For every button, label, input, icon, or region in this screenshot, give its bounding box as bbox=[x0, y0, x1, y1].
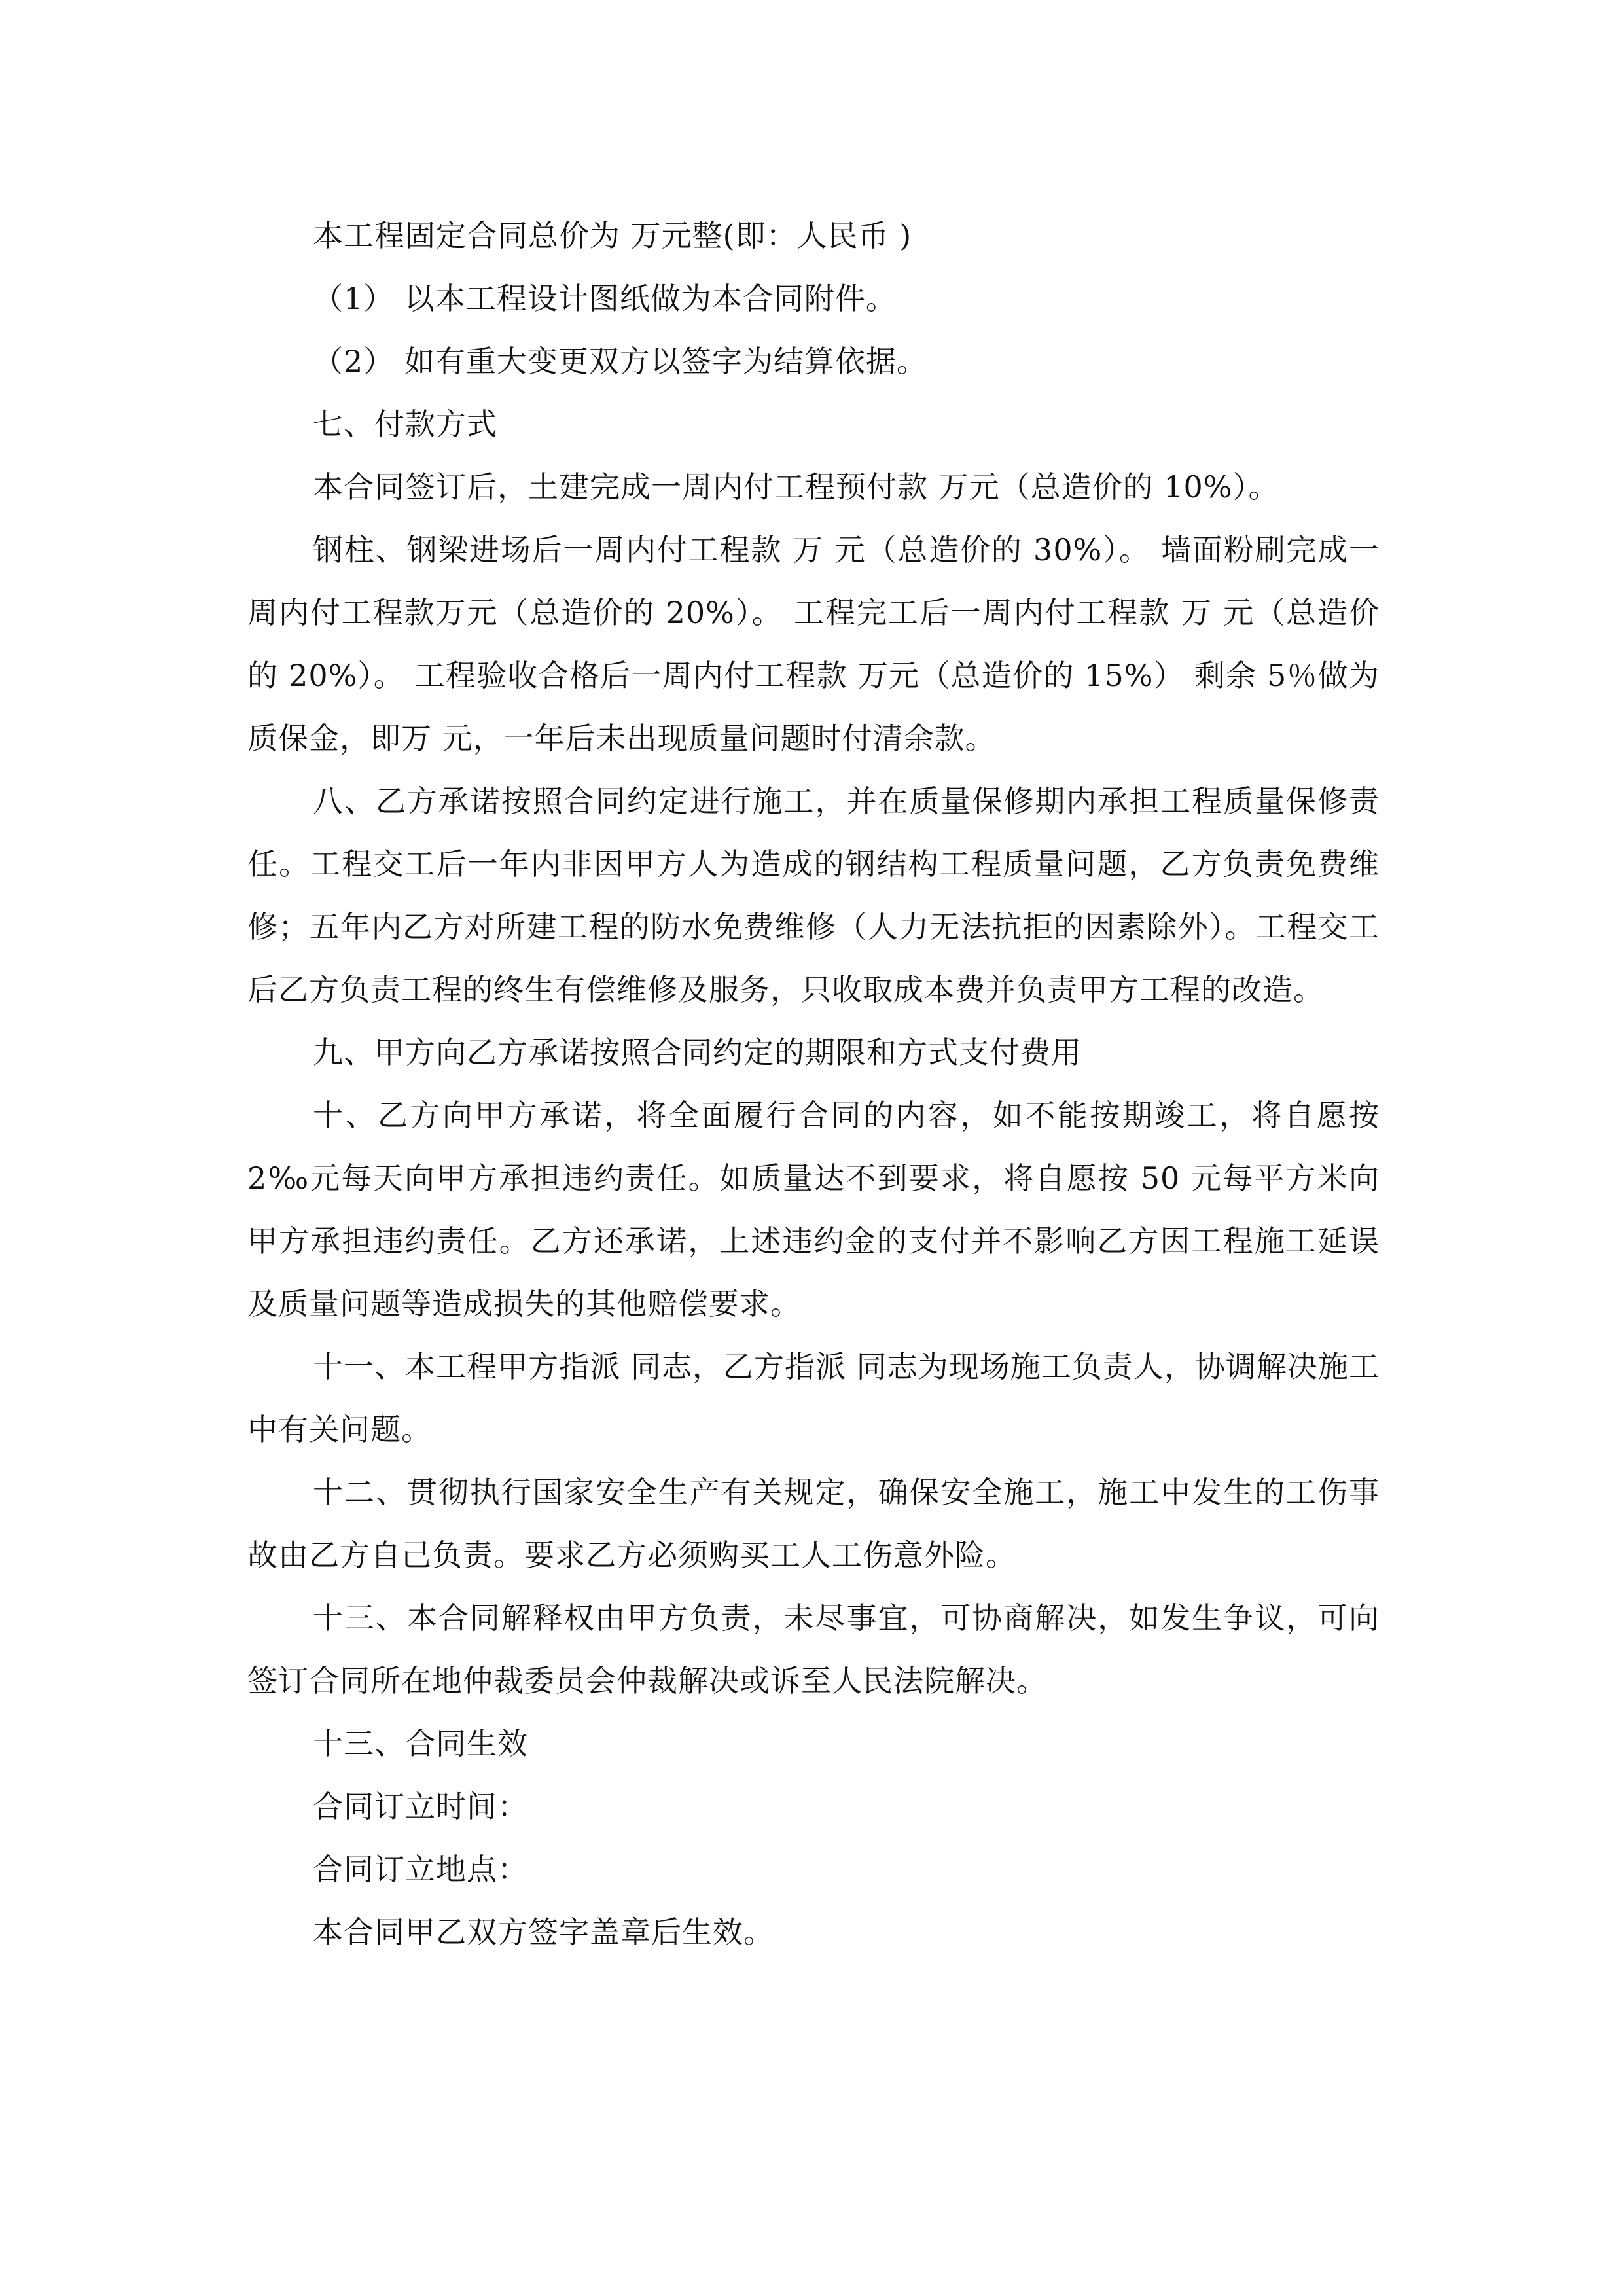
document-body bbox=[247, 204, 1380, 1964]
contract-price-line: 本工程固定合同总价为 万元整(即：人民币 ) bbox=[313, 218, 912, 253]
attachment-clause-1: （1） 以本工程设计图纸做为本合同附件。 bbox=[313, 281, 897, 316]
safety-clause: 十二、贯彻执行国家安全生产有关规定，确保安全施工，施工中发生的工伤事故由乙方自己负责。要求乙方必须购买工人工伤意外险。 bbox=[247, 1475, 1380, 1573]
signing-time-line: 合同订立时间： bbox=[313, 1789, 528, 1824]
site-representative-clause: 十一、本工程甲方指派 同志，乙方指派 同志为现场施工负责人，协调解决施工中有关问题。 bbox=[247, 1349, 1380, 1447]
party-b-commitment: 十、乙方向甲方承诺，将全面履行合同的内容，如不能按期竣工，将自愿按2‰元每天向甲方承担违约责任。如质量达不到要求，将自愿按 50 元每平方米向甲方承担违约责任。乙方还承诺，上述违约金的支付并不影响乙方因工程施工延误及质量问题等造成损失的其他赔偿要求。 bbox=[247, 1098, 1380, 1321]
signing-place-line: 合同订立地点： bbox=[313, 1852, 528, 1887]
payment-schedule-paragraph: 钢柱、钢梁进场后一周内付工程款 万 元（总造价的 30%）。 墙面粉刷完成一周内付工程款万元（总造价的 20%）。 工程完工后一周内付工程款 万 元（总造价的 20%）。 工程验收合格后一周内付工程款 万元（总造价的 15%） 剩余 5％做为质保金，即万 元，一年后未出现质量问题时付清余款。 bbox=[247, 532, 1380, 756]
attachment-clause-2: （2） 如有重大变更双方以签字为结算依据。 bbox=[313, 344, 927, 379]
section-heading-payment: 七、付款方式 bbox=[313, 406, 497, 442]
effectiveness-line: 本合同甲乙双方签字盖章后生效。 bbox=[313, 1914, 774, 1950]
dispute-resolution-clause: 十三、本合同解释权由甲方负责，未尽事宜，可协商解决，如发生争议，可向签订合同所在地仲裁委员会仲裁解决或诉至人民法院解决。 bbox=[247, 1600, 1380, 1698]
warranty-clause: 八、乙方承诺按照合同约定进行施工，并在质量保修期内承担工程质量保修责任。工程交工后一年内非因甲方人为造成的钢结构工程质量问题，乙方负责免费维修；五年内乙方对所建工程的防水免费维修（人力无法抗拒的因素除外）。工程交工后乙方负责工程的终生有偿维修及服务，只收取成本费并负责甲方工程的改造。 bbox=[247, 783, 1380, 1007]
payment-advance-line: 本合同签订后，土建完成一周内付工程预付款 万元（总造价的 10%）。 bbox=[313, 469, 1279, 505]
section-heading-effect: 十三、合同生效 bbox=[313, 1726, 528, 1761]
party-a-commitment: 九、甲方向乙方承诺按照合同约定的期限和方式支付费用 bbox=[313, 1035, 1082, 1070]
